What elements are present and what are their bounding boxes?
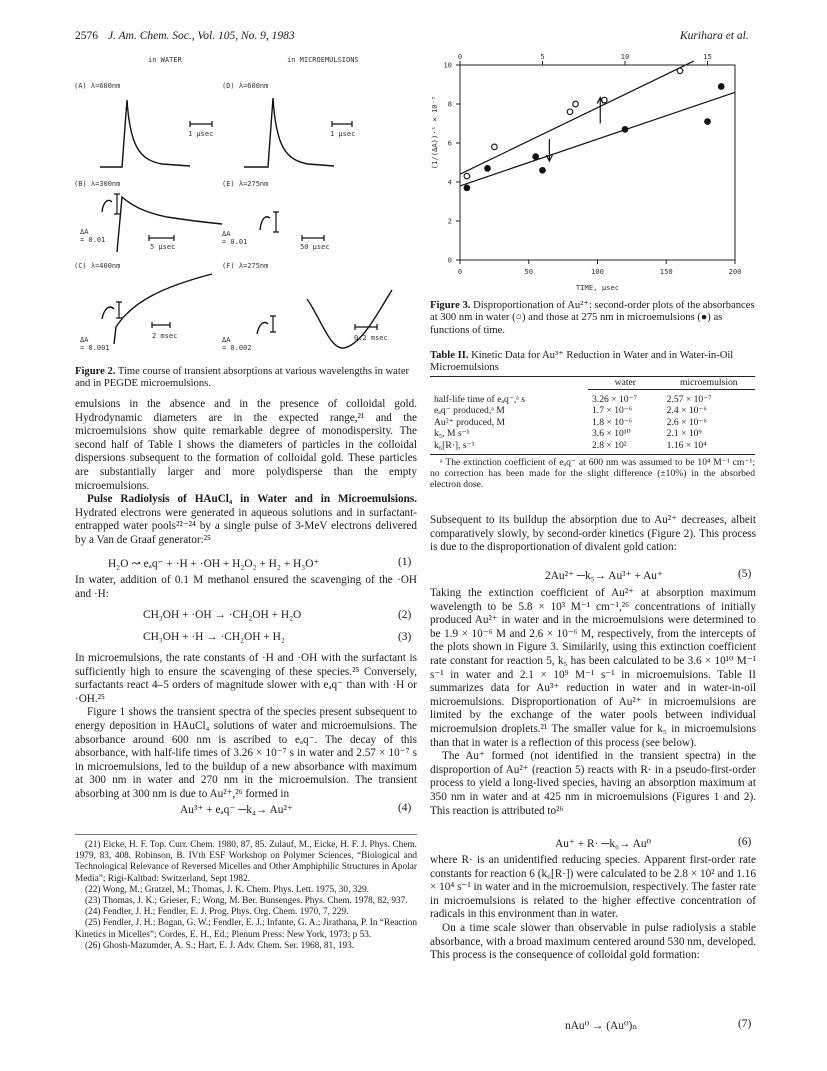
row-micro: 1.16 × 10⁴ [666,439,707,451]
row-water: 1.7 × 10⁻⁶ [592,405,633,417]
x-tick-label: 0 [457,267,463,276]
y-tick-label: 4 [447,177,452,187]
trace-b [102,200,112,212]
y-tick-label: 0 [447,255,452,265]
x-axis-label: TIME, μsec [575,283,620,292]
panel-f-scale: 0.2 msec [354,334,388,342]
data-point-filled [485,166,491,172]
equation-7: nAu⁰ → (Au⁰)ₙ [565,1020,638,1032]
x2-tick-label: 15 [703,52,712,61]
x2-tick-label: 10 [620,52,630,61]
row-micro: 2.1 × 10⁹ [666,428,702,440]
equation-2: CH₃OH + ·OH → ·CH₂OH + H₂O [143,609,302,621]
equation-4: Au³⁺ + eₐq⁻ ─k₄→ Au²⁺ [180,804,293,816]
row-label: half-life time of eₐq⁻,ᵃ s [434,393,526,405]
row-water: 1.8 × 10⁻⁶ [592,416,633,428]
reference-25: (25) Fendler, J. H.; Bogan, G. W.; Fendler, E. J.; Infante, G. A.; Jirathana, P. In “Reaction Kinetics in Micelles”; Cordes, E. H., Ed.; Plenum Press: New York, 1973; p 53. [75,918,417,940]
table-2-grid [430,377,755,452]
equation-5: 2Au²⁺ ─k₅→ Au³⁺ + Au⁺ [545,570,664,582]
x-tick-label: 200 [728,267,742,276]
row-label: k₆[R·], s⁻¹ [434,439,475,451]
right-para-2-3-wrap [430,587,756,818]
y-axis-label: (1/(ΔA))·¹ × 10⁻⁵ [430,95,439,170]
panel-d-scale: 1 μsec [330,130,356,138]
equation-7-number: (7) [738,1018,752,1030]
panel-c-label: (C) λ=400nm [74,262,121,270]
data-point-open [464,173,470,179]
data-point-filled [464,185,470,191]
panel-f-label: (F) λ=275nm [222,262,269,270]
table-2-col-micro: microemulsion [663,377,755,389]
left-para-4: In microemulsions, the rate constants of ·H and ·OH with the surfactant is sufficiently high to ensure the scavenging of these species.²⁵ Conversely, surfactants react 4–5 orders of magnitude slower with eₐq⁻ than with ·H or ·OH.²⁵ [75,652,417,705]
data-point-filled [540,168,546,174]
left-para-4-5-wrap [75,652,417,802]
equation-4-number: (4) [398,802,412,814]
x-tick-label: 100 [591,267,604,276]
figure-3-caption: Figure 3. Disproportionation of Au²⁺: second-order plots of the absorbances at 300 nm in water (○) and those at 275 nm in microemulsions (●) as functions of time. [430,300,755,336]
table-2-row [430,428,755,440]
panel-a-scale: 1 μsec [188,130,214,138]
row-label: Au²⁺ produced, M [434,416,506,428]
table-2-col-water: water [588,377,663,389]
panel-f-da: ΔA = 0.002 [222,336,252,352]
data-point-open [677,68,683,74]
panel-c-scale: 2 msec [152,332,178,340]
fig2-col-title-water: in WATER [148,56,182,64]
references-rule [75,834,417,835]
equation-6: Au⁺ + R· ─k₆→ Au⁰ [555,838,652,850]
data-point-filled [705,119,711,125]
journal-citation: J. Am. Chem. Soc., Vol. 105, No. 9, 1983 [108,30,295,42]
page-number: 2576 [75,30,98,42]
plot-frame [460,65,735,260]
equation-5-number: (5) [738,568,752,580]
right-para-3: The Au⁺ formed (not identified in the transient spectra) in the disproportion of Au²⁺ (reaction 5) reacts with R· in a pseudo-first-order process to yield a long-lived species, having an absorption maximum at 350 nm in water and at 425 nm in microemulsions (Figures 1 and 2). This reaction is attributed to²⁶ [430,750,756,817]
up-arrow [597,98,603,124]
table-2-title: Table II. Kinetic Data for Au³⁺ Reduction in Water and in Water-in-Oil Microemulsions [430,350,734,374]
reference-23: (23) Thomas, J. K.; Grieser, F.; Wong, M. Ber. Bunsenges. Phys. Chem. 1978, 82, 937. [85,896,408,907]
panel-e-da: ΔA = 0.01 [222,230,248,246]
reference-24: (24) Fendler, J. H.; Fendler, E. J. Prog. Phys. Org. Chem. 1970, 7, 229. [85,907,349,918]
data-point-filled [718,84,724,90]
right-para-1: Subsequent to its buildup the absorption due to Au²⁺ decreases, albeit comparatively slowly, by second-order kinetics (Figure 2). This process is due to the disproportionation of divalent gold cation: [430,514,756,554]
row-water: 2.8 × 10² [592,439,627,451]
left-para-3: In water, addition of 0.1 M methanol ensured the scavenging of the ·OH and ·H: [75,574,417,600]
equation-1: H₂O ↝ eₐq⁻ + ·H + ·OH + H₂O₂ + H₂ + H₃O⁺ [108,558,320,570]
reference-22: (22) Wong, M.; Gratzel, M.; Thomas, J. K. Chem. Phys. Lett. 1975, 30, 329. [85,884,369,895]
data-point-open [492,144,498,150]
table-2-row [430,405,755,417]
equation-3-number: (3) [398,631,412,643]
trace-d [244,98,334,167]
row-water: 3.6 × 10¹⁰ [592,428,631,440]
panel-b-label: (B) λ=300nm [74,180,121,188]
x2-tick-label: 5 [540,52,545,61]
row-water: 3.26 × 10⁻⁷ [592,393,637,405]
trace-e [260,217,270,230]
down-arrow [546,139,552,161]
reference-26: (26) Ghosh-Mazumder, A. S.; Hart, E. J. Adv. Chem. Ser. 1968, 81, 193. [85,940,355,951]
row-micro: 2.4 × 10⁻⁶ [666,405,707,417]
left-para-2: Pulse Radiolysis of HAuCl₄ in Water and in Microemulsions. Hydrated electrons were generated in aqueous solutions and in surfactant-entrapped water pools²²⁻²⁴ by a single pulse of 3-MeV electrons delivered by a Van de Graaf generator:²⁵ [75,493,417,546]
y-tick-label: 10 [443,60,452,70]
trace-c [102,307,114,319]
panel-e-scale: 50 μsec [300,243,330,251]
equation-6-number: (6) [738,836,752,848]
panel-e-label: (E) λ=275nm [222,180,269,188]
row-micro: 2.6 × 10⁻⁶ [666,416,707,428]
table-2-row [430,417,755,429]
left-para-5: Figure 1 shows the transient spectra of the species present subsequent to energy deposition in HAuCl₄ solutions of water and microemulsions. The absorbance around 600 nm is ascribed to eₐq⁻. The decay of this absorbance, with half-life times of 3.26 × 10⁻⁷ s in water and 2.57 × 10⁻⁷ s in microemulsions, led to the buildup of a new absorbance with maximum at 300 nm in water and 270 nm in the microemulsion. The transient absorbing at 300 nm is due to Au²⁺,²⁶ formed in [75,706,417,800]
x2-tick-label: 0 [457,52,463,61]
table-2-header-row [430,377,755,389]
figure-2-caption: Figure 2. Time course of transient absorptions at various wavelengths in water and in PEGDE microemulsions. [75,366,410,390]
right-para-4-5-wrap [430,854,756,963]
equation-3: CH₃OH + ·H → ·CH₂OH + H₂ [143,631,285,643]
fit-line-2 [460,92,735,186]
row-label: k₅, M s⁻¹ [434,428,470,440]
equation-2-number: (2) [398,609,412,621]
trace-a [100,100,190,167]
fig2-col-title-micro: in MICROEMULSIONS [287,56,359,64]
x-tick-label: 50 [524,267,534,276]
table-2-row [430,440,755,452]
panel-d-label: (D) λ=600nm [222,82,269,90]
row-micro: 2.57 × 10⁻⁷ [666,393,712,405]
data-point-filled [533,154,539,160]
running-authors: Kurihara et al. [680,30,749,42]
table-2-footnote: ᵃ The extinction coefficient of eₐq⁻ at 600 nm was assumed to be 10⁴ M⁻¹ cm⁻¹; no correction has been made for the slight difference (±10%) in the absorbed electron dose. [430,456,755,491]
table-2 [430,376,755,491]
y-tick-label: 2 [447,216,452,226]
x-tick-label: 150 [659,267,673,276]
data-point-filled [622,127,628,133]
left-column [75,398,417,548]
figure-3-chart [425,50,755,298]
equation-1-number: (1) [398,556,412,568]
data-point-open [573,101,579,107]
panel-c-da: ΔA = 0.001 [80,336,110,352]
y-tick-label: 6 [447,138,452,148]
data-point-open [567,109,573,115]
right-para-5: On a time scale slower than observable in pulse radiolysis a stable absorbance, with a broad maximum centered around 530 nm, developed. This process is the consequence of colloidal gold formation: [430,921,756,962]
references [75,840,417,952]
left-para-1: emulsions in the absence and in the presence of colloidal gold. Hydrodynamic diameters are in the expected range,²¹ and the microemulsions show quite remarkable degree of monodispersity. The second half of Table I shows the diameters of particles in the colloidal dispersions subsequent to the formation of colloidal gold. These particles are substantially larger and more polydisperse than the empty microemulsions. [75,398,417,492]
trace-f [257,322,268,334]
row-label: eₐq⁻ produced,ᵃ M [434,405,505,417]
figure-2 [72,52,412,362]
left-para-3-wrap [75,574,417,601]
panel-b-scale: 5 μsec [150,243,176,251]
table-2-row [430,394,755,406]
reference-21: (21) Eicke, H. F. Top. Curr. Chem. 1980, 87, 85. Zulauf, M., Eicke, H. F. J. Phys. Chem. 1979, 83, 408. Robinson, B. IVth ESF Workshop on Polymer Sciences, “Biological and Technological Relevance of Reversed Micelles and Other Amphiphilic Structures in Apolar Media”; Rigi-Kaltbad: Switzerland, Sept 1982. [75,840,417,884]
right-para-2: Taking the extinction coefficient of Au²⁺ at absorption maximum wavelength to be 5.8 × 10³ M⁻¹ cm⁻¹,²⁶ concentrations of initially produced Au²⁺ in water and in the microemulsions were determined to be 1.9 × 10⁻⁶ M and 2.6 × 10⁻⁶ M, respectively, from the intercepts of the plots shown in Figure 3. Similarily, using this extinction coefficient rate constant for reaction 5, k₅ has been calculated to be 3.6 × 10¹⁰ M⁻¹ s⁻¹ in water and 2.1 × 10⁹ M⁻¹ s⁻¹ in microemulsions. Table II summarizes data for Au³⁺ reduction in water and in water-in-oil microemulsions. Disproportionation of Au²⁺ in microemulsions are limited by the exchange of the water pools between individual microemulsion droplets.²¹ The smaller value for k₅ in microemulsions than that in water is a reflection of this process (see below). [430,587,756,749]
y-tick-label: 8 [447,99,452,109]
right-para-4: where R· is an unidentified reducing species. Apparent first-order rate constants for reaction 6 (k₆[R·]) were calculated to be 2.8 × 10² and 1.16 × 10⁴ s⁻¹ in water and in the microemulsion, respectively. The faster rate in microemulsions is related to the higher effective concentration of radicals in this environment than in water. [430,854,756,921]
right-para-1-wrap [430,514,756,555]
fig2-traces [72,52,412,362]
panel-b-da: ΔA = 0.01 [80,228,106,244]
panel-a-label: (A) λ=600nm [74,82,121,90]
